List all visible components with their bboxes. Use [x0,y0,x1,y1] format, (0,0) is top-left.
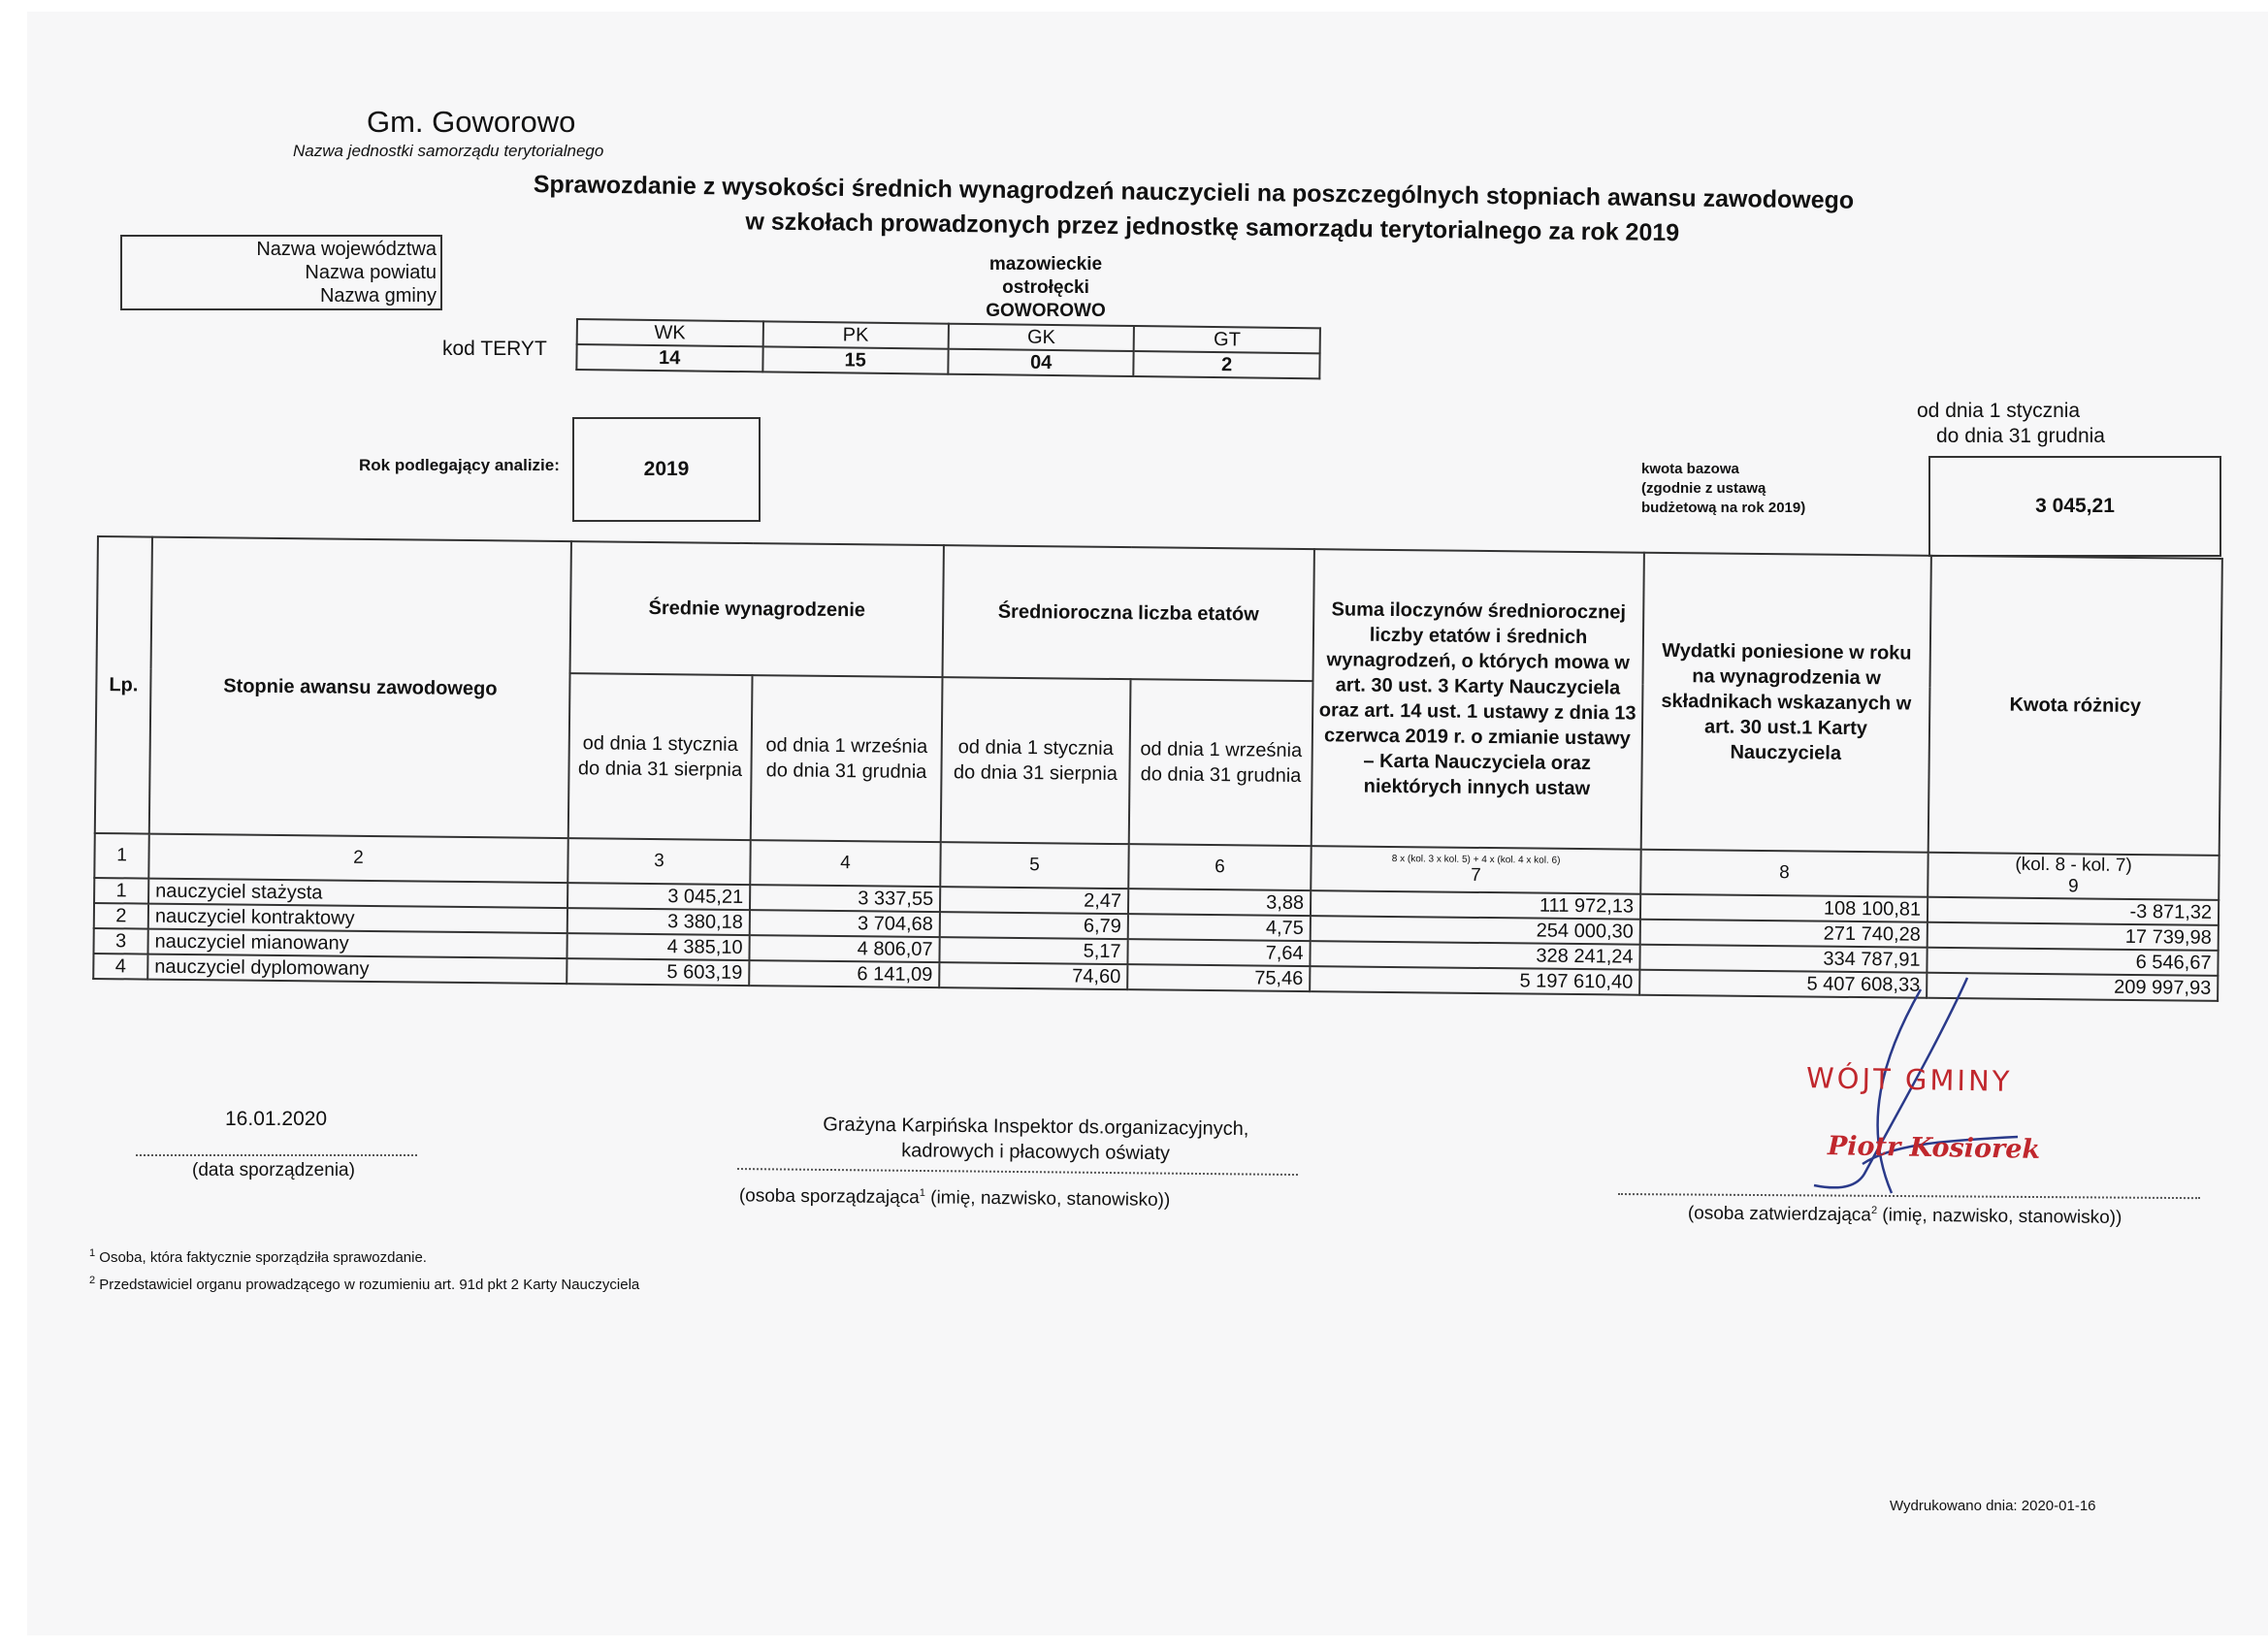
unit-label: Nazwa jednostki samorządu terytorialnego [293,142,604,160]
author-caption-text: (osoba sporządzająca [738,1185,920,1209]
approval-stamp-name: Piotr Kosiorek [1827,1131,2041,1165]
salary-table [92,535,2223,1002]
author-block [783,1112,1288,1167]
row-col8: 5 407 608,33 [1639,970,1927,998]
approver-caption-text-end: (imię, nazwisko, stanowisko)) [1876,1205,2122,1229]
row-col7: 111 972,13 [1311,890,1640,920]
report-title-line1: Sprawozdanie z wysokości średnich wynagrodzeń nauczycieli na poszczególnych stopniach awansu zawodowego [533,171,1855,214]
col-number-8: 8 [1640,850,1928,897]
footnote-1-marker: 1 [89,1247,96,1259]
base-label-line1: kwota bazowa [1641,461,1739,477]
author-line1: Grażyna Karpińska Inspektor ds.organizacyjnych, [823,1114,1249,1141]
row-lp: 1 [94,878,148,904]
row-stopien: nauczyciel kontraktowy [148,904,567,934]
teryt-value-wk: 14 [576,344,762,372]
teryt-value-gt: 2 [1134,351,1320,378]
row-col5: 5,17 [939,937,1127,964]
analysis-year-label: Rok podlegający analizie: [359,456,560,474]
base-label-line2: (zgodnie z ustawą [1641,480,1766,497]
unit-name: Gm. Goworowo [367,105,576,139]
row-lp: 3 [93,928,147,954]
header-wydatki: Wydatki poniesione w roku na wynagrodzenia w składnikach wskazanych w art. 30 ust.1 Karty Nauczyciela [1641,553,1931,853]
formula-col9: (kol. 8 - kol. 7) [2015,854,2132,876]
row-lp: 4 [93,954,147,980]
header-srednie-wynagrodzenie: Średnie wynagrodzenie [570,541,944,677]
author-caption [739,1185,1171,1212]
row-col8: 334 787,91 [1639,945,1927,973]
col-number-4: 4 [750,840,940,887]
row-col6: 75,46 [1127,964,1310,991]
row-col4: 4 806,07 [749,935,939,962]
header-srednioroczna-etaty: Średnioroczna liczba etatów [943,545,1314,681]
row-col9: 209 997,93 [1927,973,2218,1001]
author-line2: kadrowych i płacowych oświaty [901,1140,1171,1165]
col-number-7: 7 [1471,864,1481,886]
teryt-value-pk: 15 [762,346,949,373]
base-period-line2: do dnia 31 grudnia [1936,425,2105,447]
commune-value: GOWOROWO [986,301,1106,321]
report-title-line2: w szkołach prowadzonych przez jednostkę samorządu terytorialnego za rok 2019 [745,208,1680,247]
row-col3: 3 380,18 [567,908,750,935]
salary-table-wrapper [92,535,2221,1002]
col-number-2: 2 [148,834,567,884]
teryt-header-wk: WK [577,319,763,346]
footnote-1-text: Osoba, która faktycznie sporządziła sprawozdanie. [99,1249,427,1266]
county-value: ostrołęcki [1002,277,1089,298]
header-wynagrodzenie-period-a: od dnia 1 stycznia do dnia 31 sierpnia [568,673,753,840]
teryt-header-pk: PK [762,321,949,348]
header-suma-iloczynow: Suma iloczynów średniorocznej liczby etatów i średnich wynagrodzeń, o których mowa w art. 30 ust. 3 Karty Nauczyciela oraz art. 14 ust. 1 ustawy z dnia 13 czerwca 2019 r. o zmianie ustawy – Karta Nauczyciela oraz niektórych innych ustaw [1312,549,1644,850]
row-col3: 5 603,19 [567,958,749,986]
table-header-row-1 [97,536,2222,691]
analysis-year-value: 2019 [572,417,761,522]
row-col4: 6 141,09 [749,960,939,987]
base-period-line1: od dnia 1 stycznia [1917,400,2081,422]
row-col7: 254 000,30 [1311,916,1640,945]
row-col3: 4 385,10 [567,933,749,960]
row-stopien: nauczyciel mianowany [147,929,567,959]
row-col5: 74,60 [939,962,1127,989]
author-caption-text-end: (imię, nazwisko, stanowisko)) [924,1187,1171,1211]
col-number-7-cell [1311,846,1640,894]
col-number-9-cell [1928,853,2219,900]
footnote-2-marker: 2 [89,1275,96,1286]
voivodeship-value: mazowieckie [988,254,1103,275]
county-label: Nazwa powiatu [305,262,437,283]
voivodeship-label: Nazwa województwa [256,239,437,260]
row-col6: 7,64 [1127,939,1310,966]
printed-date: Wydrukowano dnia: 2020-01-16 [1890,1498,2096,1514]
row-stopien: nauczyciel stażysta [148,879,567,909]
header-stopnie: Stopnie awansu zawodowego [149,537,571,839]
row-col9: 6 546,67 [1927,948,2218,976]
row-stopien: nauczyciel dyplomowany [147,954,567,985]
row-col8: 108 100,81 [1640,894,1928,922]
header-kwota-roznicy: Kwota różnicy [1928,556,2222,856]
col-number-5: 5 [940,842,1128,889]
footnote-2 [89,1275,639,1293]
teryt-table [575,318,1321,379]
approver-caption-sup: 2 [1870,1204,1878,1217]
teryt-header-gk: GK [949,324,1135,351]
row-col5: 6,79 [940,912,1128,939]
formula-col7: 8 x (kol. 3 x kol. 5) + 4 x (kol. 4 x kol. 6) [1391,853,1561,866]
date-dotted-line [136,1154,417,1156]
col-number-6: 6 [1128,844,1311,890]
col-number-1: 1 [94,833,148,879]
approval-stamp-title: WÓJT GMINY [1805,1061,2013,1098]
row-col3: 3 045,21 [567,883,750,910]
commune-label: Nazwa gminy [319,285,437,307]
date-caption: (data sporządzenia) [192,1160,355,1180]
region-labels-box [120,235,442,310]
author-caption-sup: 1 [919,1186,926,1200]
row-col4: 3 704,68 [750,910,940,937]
base-amount-label [1641,460,1835,518]
row-col6: 3,88 [1128,889,1311,916]
footnote-2-text: Przedstawiciel organu prowadzącego w rozumieniu art. 91d pkt 2 Karty Nauczyciela [99,1277,640,1293]
col-number-9: 9 [2067,876,2079,897]
row-col8: 271 740,28 [1640,920,1928,948]
row-col9: -3 871,32 [1928,897,2219,925]
teryt-header-gt: GT [1134,326,1320,353]
base-label-line3: budżetową na rok 2019) [1641,500,1806,516]
base-amount-value: 3 045,21 [1928,456,2221,557]
row-col7: 5 197 610,40 [1310,966,1639,995]
col-number-3: 3 [567,838,750,885]
approver-caption [1688,1203,2122,1229]
header-etaty-period-a: od dnia 1 stycznia do dnia 31 sierpnia [941,677,1131,844]
teryt-label: kod TERYT [442,338,547,360]
row-lp: 2 [94,903,148,929]
scan-edge [0,1635,2268,1649]
row-col7: 328 241,24 [1310,941,1639,970]
row-col6: 4,75 [1128,914,1311,941]
row-col9: 17 739,98 [1928,922,2219,951]
header-lp: Lp. [95,536,152,834]
footnote-1 [89,1247,427,1266]
row-col5: 2,47 [940,887,1128,914]
teryt-value-gk: 04 [948,349,1134,376]
header-etaty-period-b: od dnia 1 września do dnia 31 grudnia [1129,679,1313,846]
report-date: 16.01.2020 [225,1108,328,1130]
approver-caption-text: (osoba zatwierdzająca [1687,1203,1872,1226]
row-col4: 3 337,55 [750,885,940,912]
header-wynagrodzenie-period-b: od dnia 1 września do dnia 31 grudnia [751,675,943,842]
